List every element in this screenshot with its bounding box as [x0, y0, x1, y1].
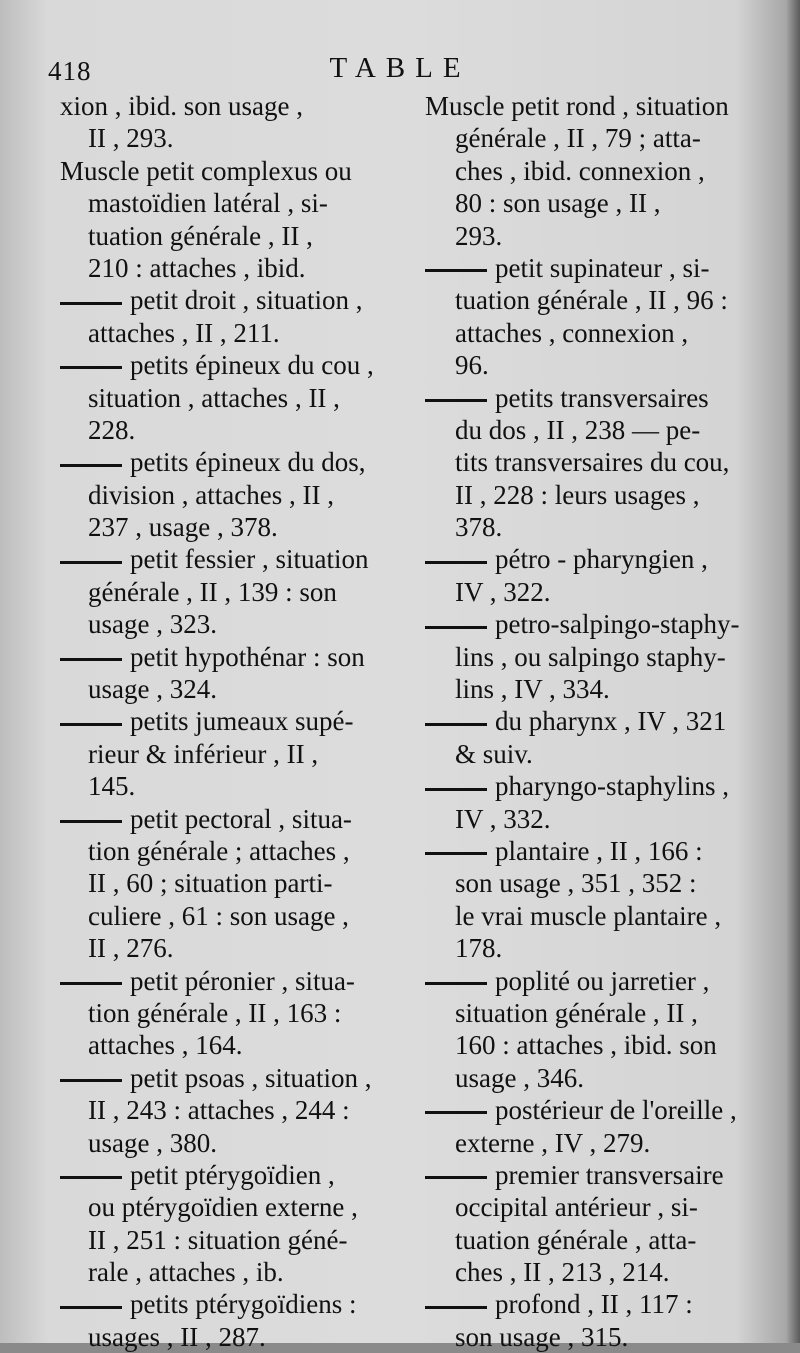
index-line: tuation générale , atta-	[455, 1224, 697, 1255]
index-line: 210 : attaches , ibid.	[88, 252, 306, 283]
dash-mark	[425, 1111, 487, 1114]
page-number: 418	[48, 56, 92, 86]
page-edge-shadow	[786, 0, 800, 1343]
dash-mark	[425, 1176, 487, 1179]
index-line: 80 : son usage , II ,	[455, 188, 661, 219]
index-line: 378.	[455, 512, 503, 543]
index-line: usage , 324.	[88, 674, 217, 705]
index-line: petit fessier , situation	[60, 543, 405, 575]
index-line: plantaire , II , 166 :	[425, 835, 770, 867]
dash-mark	[425, 626, 487, 629]
index-line: tion générale ; attaches ,	[88, 835, 350, 866]
index-line: petit péronier , situa-	[60, 965, 405, 997]
index-line: culiere , 61 : son usage ,	[88, 900, 349, 931]
index-line: tits transversaires du cou,	[455, 447, 730, 478]
dash-mark	[60, 1306, 122, 1309]
index-line: petit droit , situation ,	[60, 284, 405, 316]
index-line: rieur & inférieur , II ,	[88, 738, 319, 769]
dash-mark	[425, 269, 487, 272]
index-line: son usage , 315.	[455, 1321, 629, 1352]
index-line: IV , 332.	[455, 803, 551, 834]
index-line: le vrai muscle plantaire ,	[455, 900, 722, 931]
dash-mark	[60, 982, 122, 985]
index-line: Muscle petit rond , situation	[425, 91, 729, 121]
index-line: xion , ibid. son usage ,	[60, 91, 303, 121]
index-line: générale , II , 79 ; atta-	[455, 123, 701, 154]
index-line: profond , II , 117 :	[425, 1288, 770, 1320]
index-line: petits épineux du dos,	[60, 446, 405, 478]
index-line: ou ptérygoïdien externe ,	[88, 1192, 358, 1223]
index-line: son usage , 351 , 352 :	[455, 868, 697, 899]
index-line: rale , attaches , ib.	[88, 1257, 284, 1288]
dash-mark	[425, 399, 487, 402]
index-line: petit psoas , situation ,	[60, 1062, 405, 1094]
index-line: poplité ou jarretier ,	[425, 965, 770, 997]
index-line: II , 251 : situation géné-	[88, 1224, 348, 1255]
index-line: division , attaches , II ,	[88, 479, 334, 510]
index-line: premier transversaire	[425, 1159, 770, 1191]
index-line: petit ptérygoïdien ,	[60, 1159, 405, 1191]
dash-mark	[60, 302, 122, 305]
dash-mark	[425, 852, 487, 855]
index-line: petits jumeaux supé-	[60, 705, 405, 737]
dash-mark	[60, 820, 122, 823]
index-line: petits transversaires	[425, 382, 770, 414]
index-line: petro-salpingo-staphy-	[425, 608, 770, 640]
index-line: usages , II , 287.	[88, 1321, 266, 1352]
index-line: 237 , usage , 378.	[88, 512, 278, 543]
dash-mark	[60, 366, 122, 369]
index-line: ches , II , 213 , 214.	[455, 1257, 670, 1288]
index-line: petits épineux du cou ,	[60, 349, 405, 381]
index-line: du dos , II , 238 — pe-	[455, 414, 701, 445]
index-line: lins , IV , 334.	[455, 674, 610, 705]
dash-mark	[425, 723, 487, 726]
index-line: II , 228 : leurs usages ,	[455, 479, 700, 510]
index-line: II , 243 : attaches , 244 :	[88, 1095, 350, 1126]
index-line: tion générale , II , 163 :	[88, 997, 342, 1028]
index-line: 145.	[88, 771, 136, 802]
index-line: attaches , 164.	[88, 1030, 243, 1061]
index-line: du pharynx , IV , 321	[425, 705, 770, 737]
dash-mark	[60, 464, 122, 467]
dash-mark	[60, 1079, 122, 1082]
index-line: pharyngo-staphylins ,	[425, 770, 770, 802]
index-line: II , 60 ; situation parti-	[88, 868, 333, 899]
index-line: lins , ou salpingo staphy-	[455, 641, 726, 672]
index-line: occipital antérieur , si-	[455, 1192, 698, 1223]
index-line: 160 : attaches , ibid. son	[455, 1030, 717, 1061]
right-column	[425, 90, 770, 1353]
dash-mark	[60, 658, 122, 661]
index-line: petit pectoral , situa-	[60, 803, 405, 835]
index-line: II , 276.	[88, 933, 174, 964]
index-line: petit supinateur , si-	[425, 252, 770, 284]
index-line: générale , II , 139 : son	[88, 576, 337, 607]
index-line: tuation générale , II ,	[88, 220, 313, 251]
index-line: situation , attaches , II ,	[88, 382, 340, 413]
index-line: externe , IV , 279.	[455, 1127, 651, 1158]
index-line: petit hypothénar : son	[60, 641, 405, 673]
dash-mark	[60, 1176, 122, 1179]
index-line: IV , 322.	[455, 576, 551, 607]
index-line: 96.	[455, 350, 489, 381]
index-line: mastoïdien latéral , si-	[88, 188, 328, 219]
left-column	[60, 90, 405, 1353]
dash-mark	[425, 1306, 487, 1309]
index-line: postérieur de l'oreille ,	[425, 1094, 770, 1126]
index-line: situation générale , II ,	[455, 997, 698, 1028]
index-line: pétro - pharyngien ,	[425, 543, 770, 575]
index-line: ches , ibid. connexion ,	[455, 155, 705, 186]
index-line: 228.	[88, 414, 136, 445]
index-line: attaches , connexion ,	[455, 317, 689, 348]
dash-mark	[60, 723, 122, 726]
index-line: 293.	[455, 220, 503, 251]
index-line: tuation générale , II , 96 :	[455, 285, 728, 316]
index-line: usage , 380.	[88, 1127, 217, 1158]
dash-mark	[60, 561, 122, 564]
dash-mark	[425, 561, 487, 564]
index-line: & suiv.	[455, 738, 533, 769]
dash-mark	[425, 982, 487, 985]
index-line: Muscle petit complexus ou	[60, 155, 352, 186]
index-line: 178.	[455, 933, 503, 964]
page-title: TABLE	[329, 52, 471, 84]
index-line: attaches , II , 211.	[88, 317, 280, 348]
index-line: petits ptérygoïdiens :	[60, 1288, 405, 1320]
dash-mark	[425, 788, 487, 791]
index-line: II , 293.	[88, 123, 174, 154]
index-line: usage , 323.	[88, 609, 217, 640]
index-line: usage , 346.	[455, 1062, 584, 1093]
